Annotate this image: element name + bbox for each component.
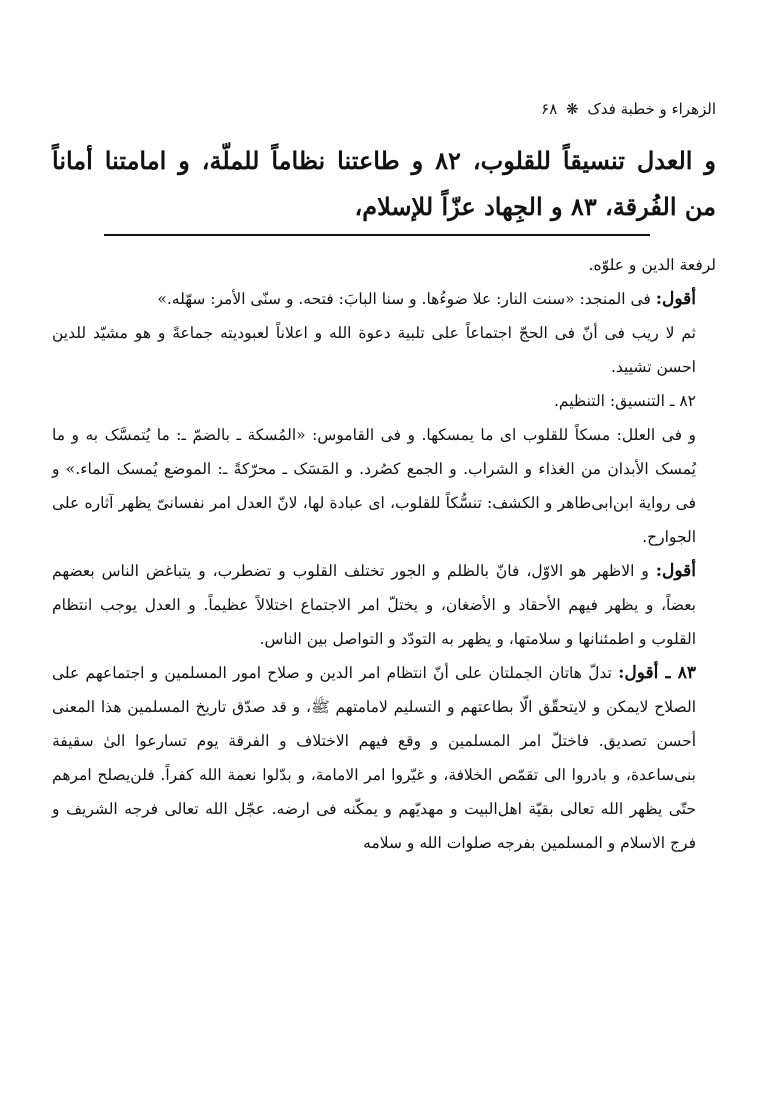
sermon-text: و العدل تنسيقاً للقلوب، ۸۲ و طاعتنا نظاماً للملّة، و امامتنا أماناً من الفُرقة، ۸۳ و الجِهاد عزّاً للإسلام، bbox=[52, 146, 716, 221]
commentary-paragraph bbox=[52, 554, 716, 656]
paragraph-text: و فی العلل: مسكاً للقلوب ای ما يمسكها. و فی القاموس: «المُسكة ـ بالضمّ ـ: ما يُتمسَّک به و ما يُمسک الأبدان من الغذاء و الشراب. و الجمع کصُرد. و المَسَک ـ محرّکةً ـ: الموضع يُمسک الماء.» و فی رواية ابن‌ابی‌طاهر و الکشف: تنسُّكاً للقلوب، ای عبادة لها، لانّ العدل امر نفسانیّ يظهر آثاره علی الجوارح. bbox=[52, 426, 696, 546]
commentary-paragraph bbox=[52, 384, 716, 418]
paragraph-text: ۸۲ ـ التنسيق: التنظيم. bbox=[553, 392, 696, 410]
paragraph-text: ثم لا ريب فی أنّ فی الحجّ اجتماعاً علی تلبية دعوة الله و اعلاناً لعبوديته جماعةً و هو مشيّد للدين احسن تشييد. bbox=[52, 324, 696, 376]
page-number: ۶۸ bbox=[541, 100, 558, 118]
paragraph-text: لرفعة الدين و علوّه. bbox=[588, 256, 716, 274]
paragraph-text: تدلّ هاتان الجملتان علی أنّ انتظام امر الدين و صلاح امور المسلمين و اجتماعهم علی الصلاح لايمكن و لايتحقّق الّا بطاعتهم و التسليم لامامتهم ﷺ، و قد صدّق تاريخ المسلمين هذا المعنی أحسن تصديق. فاختلّ امر المسلمين و وقع فيهم الاختلاف و الفرقة يوم تسارعوا الیٰ سقيفة بنی‌ساعدة، و بادروا الی تقمّص الخلافة، و غيّروا امر الامامة، و بدّلوا نعمة الله كفراً. فلن‌يصلح امرهم حتّی يظهر الله تعالی بقيّة اهل‌البيت و مهديّهم و يمكّنه فی ارضه. عجّل الله تعالی فرجه الشريف و فرج الاسلام و المسلمين بفرجه صلوات الله و سلامه bbox=[52, 664, 696, 852]
commentary-paragraph bbox=[52, 656, 716, 860]
commentary-paragraph bbox=[52, 248, 716, 282]
divider bbox=[104, 234, 650, 236]
commentary-paragraph bbox=[52, 316, 716, 384]
running-header bbox=[541, 100, 716, 118]
commentary bbox=[52, 248, 716, 860]
paragraph-label: أقول: bbox=[655, 561, 696, 581]
paragraph-text: و الاظهر هو الاوّل، فانّ بالظلم و الجور تختلف القلوب و تضطرب، و يتباغض الناس بعضهم بعضاً، و يظهر فيهم الأحقاد و الأضغان، و يختلّ امر الاجتماع اختلالاً عظيماً. و العدل يوجب انتظام القلوب و اطمئنانها و سلامتها، و يظهر به التودّد و التواصل بين الناس. bbox=[52, 562, 696, 648]
commentary-paragraph bbox=[52, 418, 716, 554]
book-title: الزهراء و خطبة فدک bbox=[587, 100, 716, 118]
commentary-paragraph bbox=[52, 282, 716, 316]
paragraph-label: ۸۳ ـ أقول: bbox=[618, 663, 696, 683]
paragraph-text: فی المنجد: «سنت النار: علا ضوءُها. و سنا البابَ: فتحه. و سنّی الأمر: سهّله.» bbox=[157, 290, 651, 308]
paragraph-label: أقول: bbox=[655, 289, 696, 309]
separator-icon: ❋ bbox=[566, 100, 579, 118]
